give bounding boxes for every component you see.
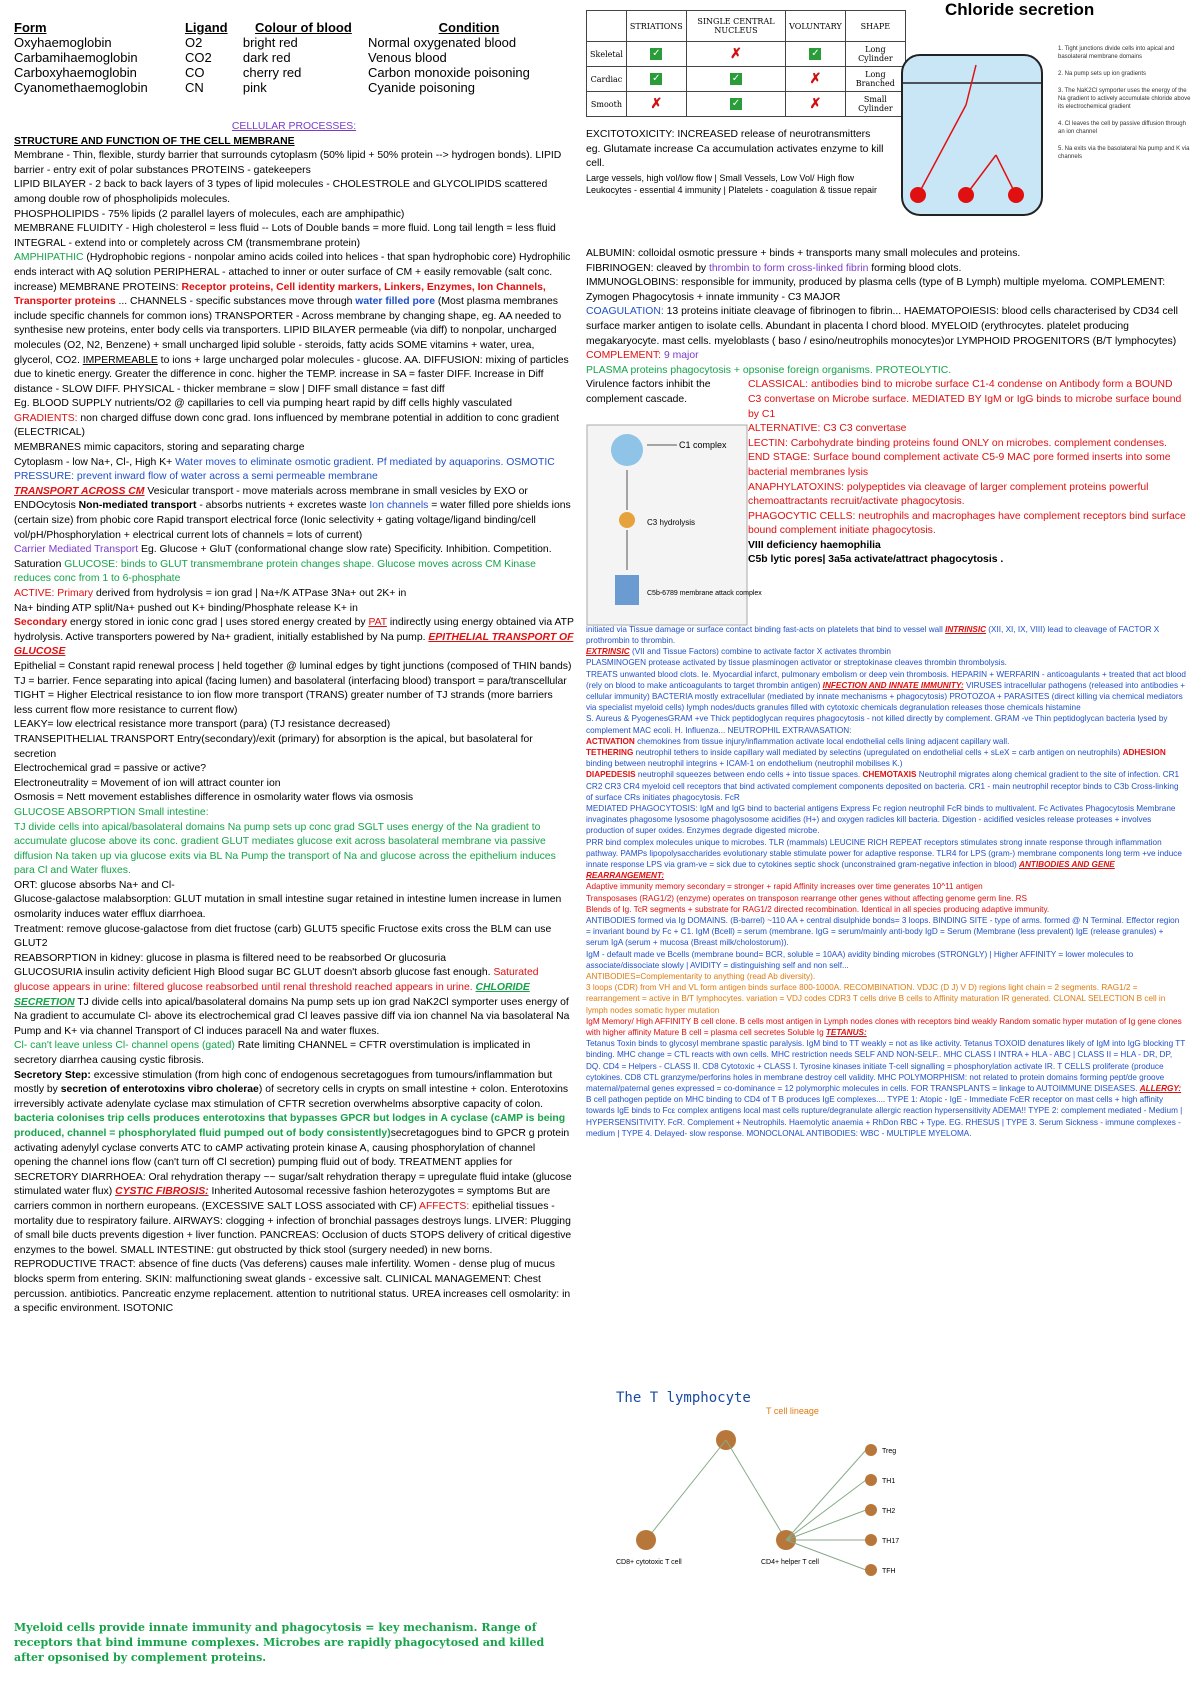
pathogen-icon (611, 434, 643, 466)
header-blank (587, 11, 627, 42)
t-lymphocyte-diagram (586, 1380, 1026, 1580)
highlight: GRADIENTS: (14, 412, 78, 424)
branch-line (786, 1480, 866, 1540)
highlight: bacteria colonises trip cells produces enterotoxins that bypasses GPCR but lodges in A cyclase (cAMP is being produced, channel = phosphorylated fluid pumped out of body consistently) (14, 1113, 566, 1139)
paragraph: Na+ binding ATP split/Na+ pushed out K+ binding/Phosphate release K+ in (14, 602, 358, 614)
highlight: thrombin to form cross-linked fibrin (709, 262, 869, 274)
cd8-cell-icon (636, 1530, 656, 1550)
cell: CN (184, 80, 204, 95)
paragraph: Glucose-galactose malabsorption: GLUT mutation in small intestine sugar retained in intestine lumen increase in lumen osmolarity induces water efflux diarrhoea. (14, 894, 562, 921)
paragraph (586, 769, 1186, 803)
paragraph: PHOSPHOLIPIDS - 75% lipids (2 parallel layers of molecules, each are amphipathic) (14, 208, 405, 220)
text: Vesicular transport - move materials across membrane in small vesicles by EXO or ENDOcytosis (14, 485, 528, 512)
note-1: 1. Tight junctions divide cells into apical and basolateral membrane domains (1058, 46, 1175, 60)
highlight: EPITHELIAL TRANSPORT OF GLUCOSE (14, 631, 574, 658)
paragraph: Blends of Ig. TcR segments + substrate for RAG1/2 directed recombination. Identical in all species producing adaptive immunity. (586, 904, 1050, 914)
text: to ions + large uncharged polar molecules - glucose. AA. DIFFUSION: mixing of particles due to kinetic energy. Greater the difference in conc. higher the TEMP. increase in SA = faster DIFF. Increase in Diff distance - SLOW DIFF. PHYSICAL - thicker membrane = slow | DIFF small distance = fast diff (14, 354, 569, 395)
text: ) of secretory cells in crypts on small intestine + colon. Enterotoxins irreversibly activate adenylate cyclase max stimulation of CFTR secretion overwhelms absorptive capacity of colon. (14, 1084, 569, 1110)
paragraph: 3 loops (CDR) from VH and VL form antigen binds surface 800-1000A. RECOMBINATION. VDJC (D J) V D) regions light chain = 2 segments. RAG1/2 = rearrangement = active in B/T lymphocytes. variation = VDJ codes CDR3 T cells drive B cells to Affinity maturation IR generated. CLONAL SELECTION B cell in lymph nodes somatic hyper mutation (586, 983, 1166, 1015)
paragraph: Osmosis = Nett movement establishes difference in osmolarity water flows via osmosis (14, 792, 414, 804)
paragraph: ANTIBODIES formed via Ig DOMAINS. (B-barrel) ~110 AA + central disulphide bonds= 3 loops. BINDING SITE - type of arms. formed @ N Terminal. Effector region = invariant bound by Fc + C1. IgM (Bcell) = serum (membrane. IgG = serum/mainly anti-body IgD = Serum (Membrane (less prevalent) IgE (release granules) + serum IgA (serum + mucosa (Breast milk/cholostorum)). (586, 916, 1180, 948)
cross-icon: ✗ (686, 42, 785, 67)
cell: Oxyhaemoglobin (14, 35, 112, 50)
check-icon: ✓ (626, 42, 686, 67)
header-nucleus: SINGLE CENTRAL NUCLEUS (686, 11, 785, 42)
cell: bright red (242, 35, 298, 50)
text: Neutrophil migrates along chemical gradient to the site of infection. CR1 CR2 CR3 CR4 myeloid cell receptors that bind activated complement components deposited on bacteria. CR1 - main neutrophil receptor binds to C3b Cross-linking of surface CRs initiates phagocytosis. FcR (586, 770, 1180, 802)
highlight: ACTIVATION (586, 736, 635, 746)
paragraph: ANTIBODIES=Complementarity to anything (read Ab diversity). (586, 972, 816, 982)
paragraph: IMMUNOGLOBINS: responsible for immunity, produced by plasma cells (type of B Lymph) multiple myeloma. COMPLEMENT: Zymogen Phagocytosis + innate immunity - C3 MAJOR (586, 277, 1166, 303)
th2-cell-icon (865, 1504, 877, 1516)
cell: Cardiac (587, 67, 627, 92)
text: B cell pathogen peptide on MHC binding to CD4 of T B produces IgE complexes.... TYPE 1: Atopic - IgE - Immediate FcER receptor on mast cells + high affinity towards IgE binds to Fcε complex antigens local mast cells rupture/degranulate allergic reaction hypersensitivity ADEMA!! TYPE 2: complement mediated - Medium | HYPERSENSITIVITY. FcR. Complement + Neutrophils. Haemolytic anaemia + RhDon RBC + Type. EG. RHESUS | TYPE 3. Serum Sickness - immune complexes - medium | TYPE 4. Delayed- slow response. MONOCLONAL ANTIBODIES: WBC - MULTIPLE MYELOMA. (586, 1095, 1183, 1138)
figure-subtitle: T cell lineage (766, 1406, 819, 1416)
paragraph (586, 669, 1186, 714)
table-row (587, 42, 906, 67)
header-shape: SHAPE (845, 11, 905, 42)
highlight: secretion of enterotoxins vibro cholerae (60, 1084, 259, 1096)
highlight: ADHESION (1122, 747, 1166, 757)
highlight: TETANUS: (825, 1028, 867, 1038)
cell: Skeletal (587, 42, 627, 67)
cell: CO2 (184, 50, 212, 65)
coagulation-block (586, 613, 1186, 1140)
header-form: Form (14, 20, 47, 35)
muscle-table (586, 10, 906, 117)
highlight: PAT (368, 617, 387, 629)
paragraph: END STAGE: Surface bound complement activate C5-9 MAC pore formed inserts into some bacterial membranes lysis (748, 452, 1171, 478)
cell: CO (184, 65, 205, 80)
highlight: Cl- can't leave unless Cl- channel opens (gated) (14, 1040, 235, 1052)
text: (Hydrophobic regions - nonpolar amino acids coiled into helices - that span hydrophobic core) Hydrophilic ends interact with AQ solution PERIPHERAL - attached to inner or outer surface of CM + easily removable (salt conc. increase) MEMBRANE PROTEINS: (14, 252, 571, 293)
text: ... CHANNELS - specific substances move through (115, 296, 356, 308)
paragraph: Adaptive immunity memory secondary = stronger + rapid Affinity increases over time generates 10^11 antigen (586, 882, 983, 892)
excitotoxicity-block (586, 128, 886, 197)
complement-icon (619, 512, 635, 528)
text: VIRUSES intracellular pathogens (released into antibodies + cellular immunity) BACTERIA mostly extracellular (mediated by innate mechanisms + phagocytosis) PROTOZOA + PARASITES (direct killing via chemical mediators via specialist myeloid cells) lymph nodes/ducts granules filled with cytotoxic chemicals degranulation releases those chemicals histamine (586, 680, 1186, 713)
text: forming blood clots. (868, 262, 962, 274)
chloride-notes (1058, 45, 1193, 170)
table-header-row (14, 20, 574, 35)
paragraph: PLASMINOGEN protease activated by tissue plasminogen activator or streptokinase cleaves thrombin thrombolysis. (586, 658, 1007, 668)
highlight: AFFECTS: (419, 1200, 470, 1212)
text: = water filled pore shields ions (certain size) from phobic core Rapid transport electrical force (Ionic selectivity + gating voltage/ligand binding/cell vol/pH/Phosphorylation + electrical current lots of channels = lots of current) (14, 500, 571, 541)
paragraph (14, 616, 574, 660)
cell: Smooth (587, 92, 627, 117)
highlight: Non-mediated transport (78, 500, 197, 512)
text: derived from hydrolysis = ion grad | Na+/K ATPase 3Na+ out 2K+ in (93, 588, 407, 599)
paragraph: MEMBRANES mimic capacitors, storing and separating charge (14, 442, 305, 454)
figure-label: C1 complex (679, 440, 727, 450)
check-icon: ✓ (686, 92, 785, 117)
highlight: CYSTIC FIBROSIS: (115, 1186, 209, 1198)
text: epithelial tissues - mortality due to respiratory failure. AIRWAYS: clogging + infection of bronchial passages destroys lungs. LIVER: Plugging of small bile ducts prevents digestion + liver function. PANCREAS: Occlusion of ducts STOPS delivery of critical digestive enzymes to the bowel. SMALL INTESTINE: gut obstructed by thick stool (surgery needed) in new borns. REPRODUCTIVE TRACT: absence of fine ducts (Vas deferens) causes male infertility. Women - dense plug of mucus blocks sperm from entering. SKIN: malfunctioning sweat glands - excessive salt. CLINICAL MANAGEMENT: Chest percussion. antibiotics. Pancreatic enzyme replacement. attention to nutritional status. UREA increases cell osmolarity: in a specific environment. ISOTONIC (14, 1200, 572, 1315)
text: PRR bind complex molecules unique to microbes. TLR (mammals) LEUCINE RICH REPEAT receptors stimulates strong innate response through inflammation pathway. PAMPs lipopolysaccharides evolutionary stable stimulate power for adaptive response. TLR4 for LPS (gram-) membrane components long term +ve induce innate response LPS via gram-ve = sick due to cytokines septic shock (unconstrained gram-negative infection in blood) (586, 837, 1182, 869)
highlight: INFECTION AND INNATE IMMUNITY: (822, 680, 964, 690)
complement-right (748, 378, 1186, 612)
text: chemokines from tissue injury/inflammation activate local endothelial cells lining adjacent capillary wall. (634, 736, 1010, 746)
cd8-label: CD8+ cytotoxic T cell (616, 1559, 682, 1566)
highlight: IMPERMEABLE (82, 354, 158, 366)
table-row (14, 50, 574, 65)
table-row (14, 80, 574, 95)
highlight: Secretory Step: (14, 1069, 91, 1081)
paragraph: Leukocytes - essential 4 immunity | Platelets - coagulation & tissue repair (586, 185, 877, 196)
text: indirectly using energy obtained via ATP hydrolysis. Active transporters powered by Na+ gradient, initially established by Na pump. (14, 617, 574, 643)
myeloid-note: Myeloid cells provide innate immunity and phagocytosis = key mechanism. Range of receptors that bind immune complexes. Microbes are rapidly phagocytosed and killed after opsonised by complement proteins. (14, 1621, 545, 1664)
cell: Carbamihaemoglobin (14, 50, 138, 65)
paragraph: MEDIATED PHAGOCYTOSIS: IgM and IgG bind to bacterial antigens Express Fc region neutrophil FcR binds to multivalent. Fc Activates Phagocytosis Membrane invaginates phagosome lysosome phagolysosome acidifies (H+) and oxygen radicles kill bacteria. Digestion - acidified vesicles release proteases + involves production of super oxides. Enzymes degrade digested microbe. (586, 803, 1176, 836)
text: - absorbs nutrients + excretes waste (196, 500, 370, 512)
cell: Small Cylinder (845, 92, 905, 117)
lineage-label: TH1 (882, 1478, 896, 1485)
highlight: EXTRINSIC (586, 647, 630, 657)
paragraph: Electrochemical grad = passive or active? (14, 763, 207, 775)
text: Cytoplasm - low Na+, Cl-, High K+ (14, 456, 176, 468)
text: initiated via Tissue damage or surface contact binding fast-acts on platelets that bind to vessel wall (586, 624, 946, 634)
paragraph (586, 624, 1186, 646)
note-2: 2. Na pump sets up ion gradients (1058, 71, 1147, 77)
chloride-title: Chloride secretion (945, 0, 1095, 19)
text: Eg. BLOOD SUPPLY nutrients/O2 @ capillaries to cell via pumping heart rapid by diff cells highly vasculated (14, 398, 512, 410)
cell: Cyanomethaemoglobin (14, 80, 148, 95)
branch-line (786, 1510, 866, 1540)
text: non charged diffuse down conc grad. Ions influenced by membrane potential in addition to conc gradient (ELECTRICAL) (14, 412, 560, 439)
cell: Normal oxygenated blood (367, 35, 517, 50)
highlight: AMPHIPATHIC (14, 252, 84, 264)
header-voluntary: VOLUNTARY (786, 11, 846, 42)
lineage-label: TH17 (882, 1538, 900, 1545)
complement-diagram (587, 425, 762, 625)
left-column (14, 120, 574, 1317)
lineage-label: TFH (882, 1568, 896, 1575)
paragraph (586, 262, 1186, 277)
paragraph: LIPID BILAYER - 2 back to back layers of 3 types of lipid molecules - CHOLESTROLE and GLYCOLIPIDS scattered among double row of phospholipids molecules. (14, 179, 548, 205)
note-4: 4. Cl leaves the cell by passive diffusion through an ion channel (1058, 121, 1186, 135)
cross-icon: ✗ (786, 67, 846, 92)
cd4-label: CD4+ helper T cell (761, 1559, 819, 1566)
paragraph: LECTIN: Carbohydrate binding proteins found ONLY on microbes. complement condenses. (748, 437, 1167, 449)
section-title: CELLULAR PROCESSES: (231, 121, 357, 132)
highlight: Secondary (14, 617, 68, 629)
highlight: ALLERGY: (1139, 1084, 1182, 1094)
paragraph (586, 747, 1186, 769)
paragraph: TRANSEPITHELIAL TRANSPORT Entry(secondary)/exit (primary) for absorption is the apical, but basolateral for secretion (14, 733, 533, 760)
paragraph (14, 1039, 574, 1068)
paragraph: Virulence factors inhibit the complement cascade. (586, 379, 711, 405)
cross-icon: ✗ (786, 92, 846, 117)
paragraph: PLASMA proteins phagocytosis + opsonise foreign organisms. PROTEOLYTIC. (586, 364, 952, 376)
highlight: INTRINSIC (945, 624, 987, 634)
paragraph: PHAGOCYTIC CELLS: neutrophils and macrophages have complement receptors bind surface bound complement initiate phagocytosis. (748, 510, 1186, 537)
paragraph: MEMBRANE FLUIDITY - High cholesterol = less fluid -- Lots of Double bands = more fluid. Long tail length = less fluid INTEGRAL - extend into or completely across CM (transmembrane protein) (14, 223, 556, 249)
text: Tetanus Toxin binds to glycosyl membrane spastic paralysis. IgM bind to TT weakly = not as like activity. Tetanus TOXOID denatures likely of IgM into IgG blocking TT binding. MHC change = CTL reacts with own cells. MHC restriction needs SELF AND NON-SELF.. MHC CLASS I INTRA + HLA - ABC | CLASS II = HLA - DR, DP, DQ. CD4 = Helpers - CLASS II. CD8 Cytotoxic + CLASS I. Tyrosine kinases initiate T-cell signalling = phosphorylation activate IR. T CELLS proliferate (produce cytokines. CD8 CTL granzyme/perforins holes in membrane destroy cell validity. MHC POLYMORPHISM: not related to protein domains forming pept/de groove maternal/paternal genes expressed = co-dominance = 12 polymorphic molecules in cells. FOR TRANSPLANTS = linkage to AUTOIMMUNE DISEASES. (586, 1039, 1186, 1094)
paragraph (14, 456, 574, 485)
text: neutrophil squeezes between endo cells + into tissue spaces. (635, 770, 863, 780)
paragraph (586, 1038, 1186, 1139)
right-column (586, 247, 1186, 1139)
highlight: ANTIBODIES AND GENE REARRANGEMENT: (586, 860, 1115, 881)
chloride-cell-diagram (896, 45, 1056, 221)
haemoglobin-table (14, 20, 574, 95)
highlight: Saturated glucose appears in urine: filtered glucose reabsorbed until renal threshold reached appears in urine. (14, 967, 539, 994)
lineage-label: Treg (882, 1448, 897, 1455)
highlight: TRANSPORT ACROSS CM (14, 485, 145, 497)
text: secretagogues bind to GPCR g protein activating adenylyl cyclase converts ATC to cAMP activating protein kinase A, causing phosphorylation of channel opening the channel ions flow (can't turn off Cl secretion) pumping fluid out of body. TREATMENT applies for SECRETORY DIARRHOEA: Oral rehydration therapy ~~ sugar/salt rehydration therapy = upregulate fluid intake (glucose stimulated water flux) (14, 1127, 572, 1198)
cell: cherry red (242, 65, 302, 80)
paragraph (586, 1016, 1186, 1038)
text: (Most plasma membranes include specific channels for common ions) TRANSPORTER - Across membrane by changing shape, eg. AA needed to synthesise new proteins, enter body cells via transporters. LIPID BILAYER permeable (via diff) to nonpolar, uncharged molecules (O2, N2, Benzene) + small uncharged lipid soluble - steroids, fatty acids SOME vitamins + water, urea, glycerol, CO2. (14, 296, 562, 366)
header-colour: Colour of blood (255, 20, 352, 35)
cell: Long Branched (845, 67, 905, 92)
highlight: water filled pore (355, 296, 435, 308)
paragraph: S. Aureus & PyogenesGRAM +ve Thick peptidoglycan requires phagocytosis - not killed directly by complement. GRAM -ve Thin peptidoglycan bacteria lysed by complement MAC ecoli. H. Influenza... NEUTROPHIL EXTRAVASATION: (586, 714, 1168, 735)
figure-label: C3 hydrolysis (647, 518, 696, 527)
highlight: GLUCOSE: binds to GLUT transmembrane protein changes shape. Glucose moves across CM Kinase reduces conc from 1 to 6-phosphate (14, 558, 536, 585)
text: 9 major (661, 350, 699, 362)
paragraph (14, 543, 574, 587)
section-heading: STRUCTURE AND FUNCTION OF THE CELL MEMBRANE (14, 135, 295, 147)
figure-label: C5b-6789 membrane attack complex (647, 590, 762, 597)
highlight: CHEMOTAXIS (862, 770, 917, 780)
highlight: Water moves to eliminate osmotic gradient. Pf mediated by aquaporins. OSMOTIC PRESSURE: prevent inward flow of water across a semi permeable membrane (14, 456, 555, 483)
text: Inherited Autosomal recessive fashion heterozygotes = symptoms But are carriers common in northern europeans. (EXCESSIVE SALT LOSS associated with CF) (14, 1186, 551, 1212)
paragraph: CLASSICAL: antibodies bind to microbe surface C1-4 condense on Antibody form a BOUND C3 convertase on Microbe surface. MEDIATED BY IgM or IgG binds to microbe surface bound by C1 (748, 379, 1182, 420)
table-row (14, 65, 574, 80)
highlight: ACTIVE: Primary (14, 588, 94, 599)
text: (XII, XI, IX, VIII) lead to cleavage of FACTOR X prothrombin to thrombin. (586, 624, 1160, 645)
highlight: CHLORIDE SECRETION (14, 982, 530, 1008)
branch-line (726, 1440, 786, 1540)
paragraph (586, 305, 1186, 363)
table-row (587, 92, 906, 117)
text: (VII and Tissue Factors) combine to activate factor X activates thrombin (629, 647, 891, 657)
highlight: TETHERING (586, 747, 634, 757)
paragraph (14, 251, 574, 397)
paragraph: IgM - default made ve Bcells (membrane bound= BCR, soluble = 10AA) avidity binding microbes (STRONGLY) | Higher AFFINITY = lower molecules to associate/dissociate slowly | AVIDITY = distinguishing self and non self... (586, 949, 1134, 970)
paragraph (586, 646, 1186, 657)
cell: O2 (184, 35, 203, 50)
th1-cell-icon (865, 1474, 877, 1486)
check-icon: ✓ (626, 67, 686, 92)
paragraph: Large vessels, high vol/low flow | Small Vessels, Low Vol/ High flow (586, 172, 854, 183)
branch-line (646, 1440, 726, 1540)
paragraph: Electroneutrality = Movement of ion will attract counter ion (14, 777, 281, 789)
header-condition: Condition (438, 20, 500, 35)
paragraph: LEAKY= low electrical resistance more transport (para) (TJ resistance decreased) (14, 719, 391, 731)
check-icon: ✓ (686, 67, 785, 92)
paragraph: Treatment: remove glucose-galactose from diet fructose (carb) GLUT5 specific Fructose exits cross the BLM can use GLUT2 (14, 923, 552, 950)
note-3: 3. The NaK2Cl symporter uses the energy of the Na gradient to actively accumulate chloride above its electrochemical gradient (1058, 88, 1191, 110)
mac-icon (615, 575, 639, 605)
text: FIBRINOGEN: cleaved by (586, 262, 709, 274)
cell: dark red (242, 50, 291, 65)
check-icon: ✓ (786, 42, 846, 67)
paragraph (14, 485, 574, 543)
text: TREATS unwanted blood clots. Ie. Myocardial infarct, pulmonary embolism or deep vein thrombosis. HEPARIN + WERFARIN - anticoagulants + treated that act blood (rely on blood to make anticoagulants to target thrombin antigen) (586, 669, 1186, 690)
cross-icon: ✗ (626, 92, 686, 117)
highlight: COAGULATION: (586, 306, 664, 318)
text: TJ divide cells into apical/basolateral domains Na pump sets up ion grad NaK2Cl symporter uses energy of Na gradient to accumulate Cl- above its electrochemical grad Cl leaves passive diff via ion channel Na via basolateral Na Pump and K+ via channel Transport of Cl induces paracell Na and water fluxes. (14, 996, 570, 1037)
table-row (587, 67, 906, 92)
cell: Cyanide poisoning (367, 80, 475, 95)
paragraph: Epithelial = Constant rapid renewal process | held together @ luminal edges by tight junctions (composed of THIN bands) TJ = barrier. Fence separating into apical (facing lumen) and basolateral (interfacing blood) transport = para/transcellular TIGHT = Higher Electrical resistance to ion flow more transport (TRANS) greater number of TJ strands (more barriers less current flow more resistance to current flow) (14, 660, 572, 716)
highlight: Receptor proteins, Cell identity markers, Linkers, Enzymes, Ion Channels, Transporter proteins (14, 281, 546, 308)
highlight: DIAPEDESIS (586, 770, 636, 780)
paragraph (14, 1069, 574, 1317)
paragraph: Transposases (RAG1/2) (enzyme) operates on transposon rearrange other genes without affecting genome germ line. RS (586, 893, 1027, 903)
paragraph: TJ divide cells into apical/basolateral domains Na pump sets up conc grad SGLT uses energy of the Na gradient to accumulate glucose above its conc. gradient GLUT mediates glucose exit across basolateral membrane via passive diffusion Na taken up via glucose exits via BL Na Pump the transport of Na and glucose across the epithelium induces para Cl and Water fluxes. (14, 821, 556, 877)
note-5: 5. Na exits via the basolateral Na pump and K via channels (1058, 146, 1190, 160)
text: neutrophil tethers to inside capillary wall mediated by selectins (upregulated on endothelial cells + sLeX = carb antigen on neutrophils) (633, 747, 1123, 757)
table-row (14, 35, 574, 50)
text: energy stored in ionic conc grad | uses stored energy created by (67, 617, 369, 629)
cell: pink (242, 80, 267, 95)
highlight: Carrier Mediated Transport (14, 544, 139, 556)
text: 13 proteins initiate cleavage of fibrinogen to fibrin... HAEMATOPOIESIS: blood cells characterised by CD34 cell surface marker antigen to isolate cells. Abundant in placenta l chord blood. MYELOID (erythrocytes. platelet producing megakaryocyte. mast cells. myeloblasts ( baso / esino/neutrophils monocytes)or LYMPHOID PROGENITORS (B/T lymphocytes) (586, 306, 1178, 347)
paragraph: GLUCOSE ABSORPTION Small intestine: (14, 806, 209, 818)
paragraph: ALBUMIN: colloidal osmotic pressure + binds + transports many small molecules and proteins. (586, 248, 1021, 259)
figure-title: The T lymphocyte (616, 1390, 751, 1406)
tfh-cell-icon (865, 1564, 877, 1576)
paragraph: Membrane - Thin, flexible, sturdy barrier that surrounds cytoplasm (50% lipid + 50% protein --> hydrogen bonds). LIPID barrier - entry exit of polar substances PROTEINS - gatekeepers (14, 150, 562, 176)
cell: Venous blood (367, 50, 447, 65)
paragraph: ORT: glucose absorbs Na+ and Cl- (14, 879, 175, 891)
text: binding between neutrophil integrins + ICAM-1 on endothelium (neutrophil mobilises K.) (586, 759, 903, 769)
text: Eg. Glucose + GluT (conformational change slow rate) Specificity. Inhibition. Competition. Saturation (14, 544, 552, 570)
paragraph (14, 397, 574, 441)
cell: Carbon monoxide poisoning (367, 65, 530, 80)
paragraph: EXCITOTOXICITY: INCREASED release of neurotransmitters eg. Glutamate increase Ca accumulation activates enzyme to kill cell. (586, 129, 884, 170)
paragraph (586, 736, 1186, 747)
paragraph: ANAPHYLATOXINS: polypeptides via cleavage of larger complement proteins powerful chemoattractants recruit/activate phagocytosis. (748, 481, 1149, 508)
header-striations: STRIATIONS (626, 11, 686, 42)
text: Rate limiting CHANNEL = CFTR overstimulation is implicated in secretory diarrhea causing cystic fibrosis. (14, 1040, 531, 1066)
highlight: COMPLEMENT: (586, 350, 662, 362)
lineage-label: TH2 (882, 1508, 896, 1515)
highlight: Ion channels (369, 500, 429, 512)
branch-line (786, 1450, 866, 1540)
text: IgM Memory/ High AFFINITY B cell clone. B cells most antigen in Lymph nodes clones with receptors bind weakly Random somatic hyper mutation of Ig gene clones with higher affinity Mature B cell = plasma cell secretes Soluble Ig (586, 1016, 1182, 1038)
paragraph (14, 587, 574, 602)
th17-cell-icon (865, 1534, 877, 1546)
cell: Long Cylinder (845, 42, 905, 67)
text: GLUCOSURIA insulin activity deficient High Blood sugar BC GLUT doesn't absorb glucose fast enough. (14, 967, 494, 979)
cell: Carboxyhaemoglobin (14, 65, 137, 80)
paragraph: REABSORPTION in kidney: glucose in plasma is filtered need to be reabsorbed Or glucosuria (14, 952, 446, 964)
paragraph: ALTERNATIVE: C3 C3 convertase (748, 423, 907, 435)
paragraph (586, 837, 1186, 882)
text: excessive stimulation (from high conc of endogenous secretagogues from tumours/inflammation but mostly by (14, 1069, 553, 1096)
paragraph: C5b lytic pores| 3a5a activate/attract phagocytosis . (748, 554, 1004, 566)
paragraph (14, 966, 574, 1039)
header-ligand: Ligand (184, 20, 228, 35)
treg-cell-icon (865, 1444, 877, 1456)
table-header-row (587, 11, 906, 42)
paragraph: VIII deficiency haemophilia (748, 539, 881, 551)
